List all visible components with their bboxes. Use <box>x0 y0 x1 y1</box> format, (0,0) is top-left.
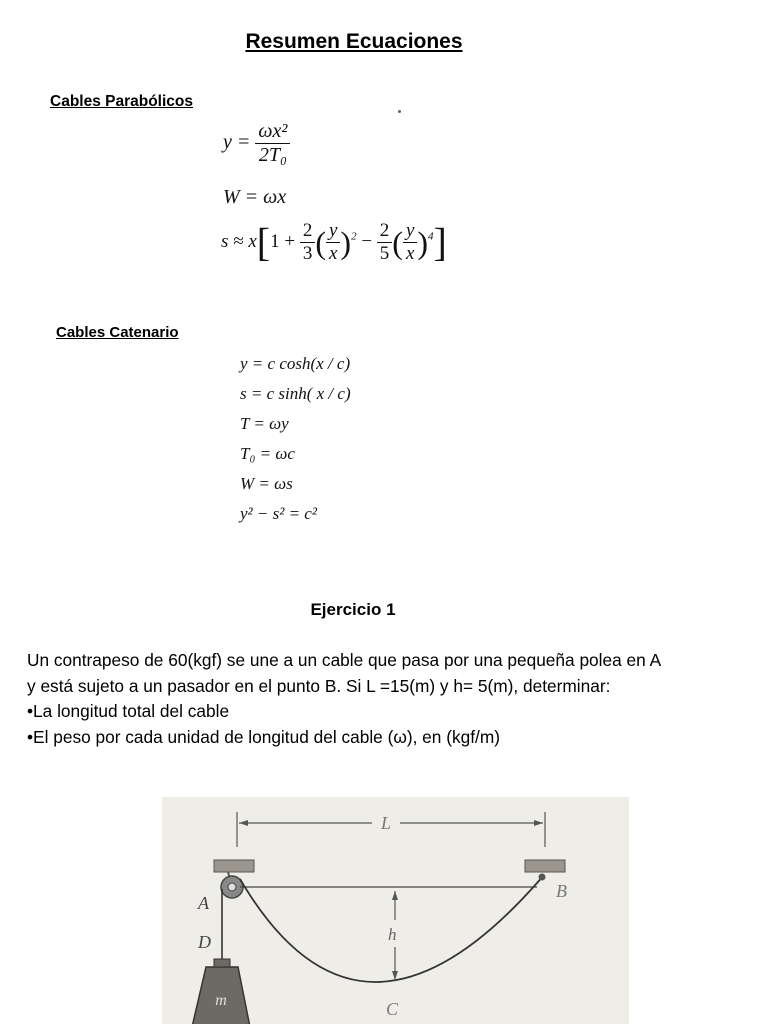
sag-label: h <box>388 925 397 944</box>
eq-lhs: y = <box>223 131 251 154</box>
sag-arrow-bottom <box>392 971 398 980</box>
support-right <box>525 860 565 872</box>
support-left <box>214 860 254 872</box>
fraction-denominator: 3 <box>302 243 313 264</box>
catenary-eq-w: W = ωs <box>240 474 293 493</box>
bullet-item: •El peso por cada unidad de longitud del cable (ω), en (kgf/m) <box>27 726 500 747</box>
fraction-numerator: ωx² <box>255 120 290 144</box>
fraction-denominator: x <box>405 243 415 264</box>
catenary-eq-s: s = c sinh( x / c) <box>240 384 351 403</box>
right-paren: ) <box>417 224 429 261</box>
exponent: 4 <box>428 230 434 243</box>
fraction <box>255 120 290 167</box>
pin-b <box>539 874 546 881</box>
fraction <box>300 220 316 265</box>
fraction-numerator: y <box>326 220 340 243</box>
fraction-denominator: 5 <box>379 243 390 264</box>
exponent: 2 <box>351 230 357 243</box>
parabolic-eq-s <box>221 220 447 265</box>
catenary-eq-t: T = ωy <box>240 414 289 433</box>
fraction <box>377 220 393 265</box>
statement-line: Un contrapeso de 60(kgf) se une a un cable que pasa por una pequeña polea en A <box>27 650 662 670</box>
catenary-eq-t0: T₀ = ωc <box>240 444 295 463</box>
left-paren: ( <box>315 224 326 261</box>
fraction-numerator: 2 <box>300 220 316 243</box>
catenary-eq-y: y = c cosh(x / c) <box>240 354 351 373</box>
dimension-arrow-right <box>534 820 543 826</box>
eq-lhs: s ≈ x <box>221 230 257 252</box>
fraction-numerator: y <box>403 220 417 243</box>
fraction-denominator: x <box>328 243 338 264</box>
stray-mark <box>398 110 401 113</box>
mass-label: m <box>215 992 227 1009</box>
exercise-title: Ejercicio 1 <box>310 600 396 619</box>
eq-term: 1 + <box>270 230 296 252</box>
document-title: Resumen Ecuaciones <box>245 30 463 53</box>
catenary-heading: Cables Catenario <box>56 324 179 341</box>
parabolic-heading: Cables Parabólicos <box>50 93 194 110</box>
weight-hook <box>214 959 230 967</box>
exercise-statement <box>27 648 757 750</box>
right-bracket: ] <box>433 219 447 265</box>
cable-figure <box>162 797 629 1024</box>
fraction <box>403 220 417 265</box>
point-a-label: A <box>198 893 209 913</box>
fraction <box>326 220 340 265</box>
statement-line: y está sujeto a un pasador en el punto B. Si L =15(m) y h= 5(m), determinar: <box>27 675 611 696</box>
right-paren: ) <box>340 224 352 261</box>
parabolic-eq-y <box>223 120 290 167</box>
left-paren: ( <box>392 224 403 261</box>
cable-diagram <box>162 797 629 1024</box>
fraction-denominator: 2T₀ <box>258 144 287 166</box>
parabolic-eq-w: W = ωx <box>223 186 287 208</box>
eq-operator: − <box>361 230 373 252</box>
pulley-hub <box>228 883 236 891</box>
left-bracket: [ <box>256 219 271 265</box>
catenary-equations <box>240 349 351 529</box>
fraction-numerator: 2 <box>377 220 393 243</box>
sag-arrow-top <box>392 891 398 900</box>
point-b-label: B <box>556 881 567 901</box>
dimension-arrow-left <box>239 820 248 826</box>
catenary-eq-identity: y² − s² = c² <box>240 504 317 523</box>
bullet-item: •La longitud total del cable <box>27 701 230 721</box>
point-c-label: C <box>386 999 399 1019</box>
span-label: L <box>380 813 392 833</box>
point-d-label: D <box>198 932 211 952</box>
